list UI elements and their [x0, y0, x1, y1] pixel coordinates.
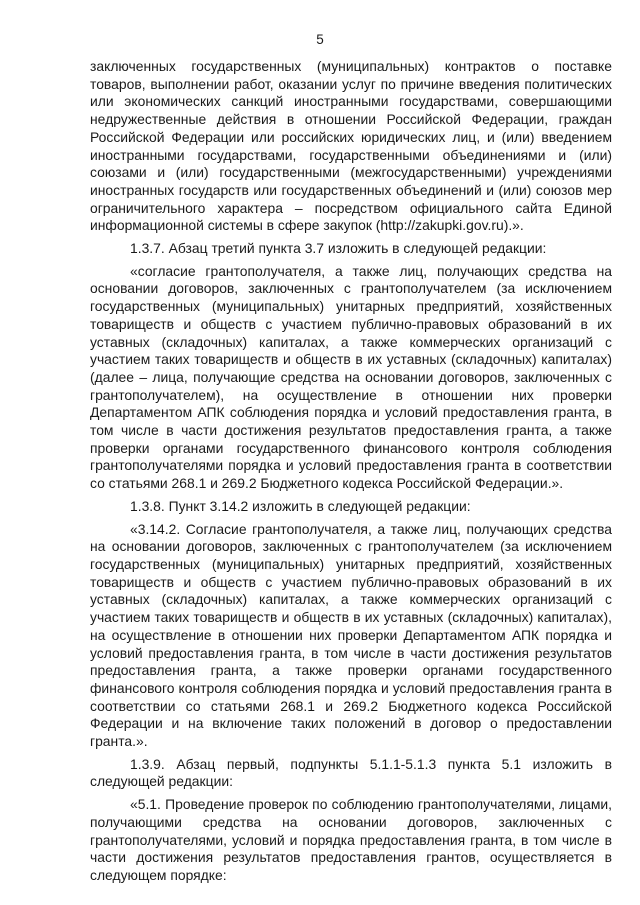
paragraph-quote-3-7: «согласие грантополучателя, а также лиц, получающих средства на основании договоров, заключенных с грантополучателем (за исключением государственных (муниципальных) унитарных предприятий, хозяйственных товариществ и обществ с участием публично-правовых образований в их уставных (складочных) капиталах, а также коммерческих организаций с участием таких товариществ и обществ в их уставных (складочных) капиталах) (далее – лица, получающие средства на основании договоров, заключенных с грантополучателем), на осуществление в отношении них проверки Департаментом АПК соблюдения порядка и условий предоставления гранта, в том числе в части достижения результатов предоставления гранта, а также проверки органами государственного финансового контроля соблюдения грантополучателями порядка и условий предоставления гранта в соответствии со статьями 268.1 и 269.2 Бюджетного кодекса Российской Федерации.». — [90, 262, 612, 492]
page-number: 5 — [316, 32, 324, 47]
document-body — [90, 58, 612, 885]
paragraph-item-1-3-8: 1.3.8. Пункт 3.14.2 изложить в следующей редакции: — [130, 497, 471, 514]
paragraph-item-1-3-7: 1.3.7. Абзац третий пункта 3.7 изложить в следующей редакции: — [130, 240, 547, 257]
paragraph-quote-5-1: «5.1. Проведение проверок по соблюдению грантополучателями, лицами, получающими средства на основании договоров, заключенных с грантополучателями, условий и порядка предоставления гранта, в том числе в части достижения результатов предоставления грантов, осуществляется в следующем порядке: — [90, 796, 612, 883]
paragraph-quote-3-14-2: «3.14.2. Согласие грантополучателя, а также лиц, получающих средства на основании договоров, заключенных с грантополучателем (за исключением государственных (муниципальных) унитарных предприятий, хозяйственных товариществ и обществ с участием публично-правовых образований в их уставных (складочных) капиталах, а также коммерческих организаций с участием таких товариществ и обществ в их уставных (складочных) капиталах), на осуществление в отношении них проверки Департаментом АПК порядка и условий предоставления гранта, в том числе в части достижения результатов предоставления гранта, а также проверки органами государственного финансового контроля соблюдения порядка и условий предоставления гранта в соответствии со статьями 268.1 и 269.2 Бюджетного кодекса Российской Федерации и на включение таких положений в договор о предоставлении гранта.». — [90, 520, 612, 750]
paragraph-continuation: заключенных государственных (муниципальных) контрактов о поставке товаров, выполнении работ, оказании услуг по причине введения политических или экономических санкций иностранными государствами, совершающими недружественные действия в отношении Российской Федерации, граждан Российской Федерации или российских юридических лиц, и (или) введением иностранными государствами, государственными объединениями и (или) союзами и (или) государственными (межгосударственными) учреждениями иностранных государств или государственных объединений и (или) союзов мер ограничительного характера – посредством официального сайта Единой информационной системы в сфере закупок (http://zakupki.gov.ru).». — [90, 58, 612, 234]
paragraph-item-1-3-9: 1.3.9. Абзац первый, подпункты 5.1.1-5.1.3 пункта 5.1 изложить в следующей редакции: — [90, 755, 612, 790]
